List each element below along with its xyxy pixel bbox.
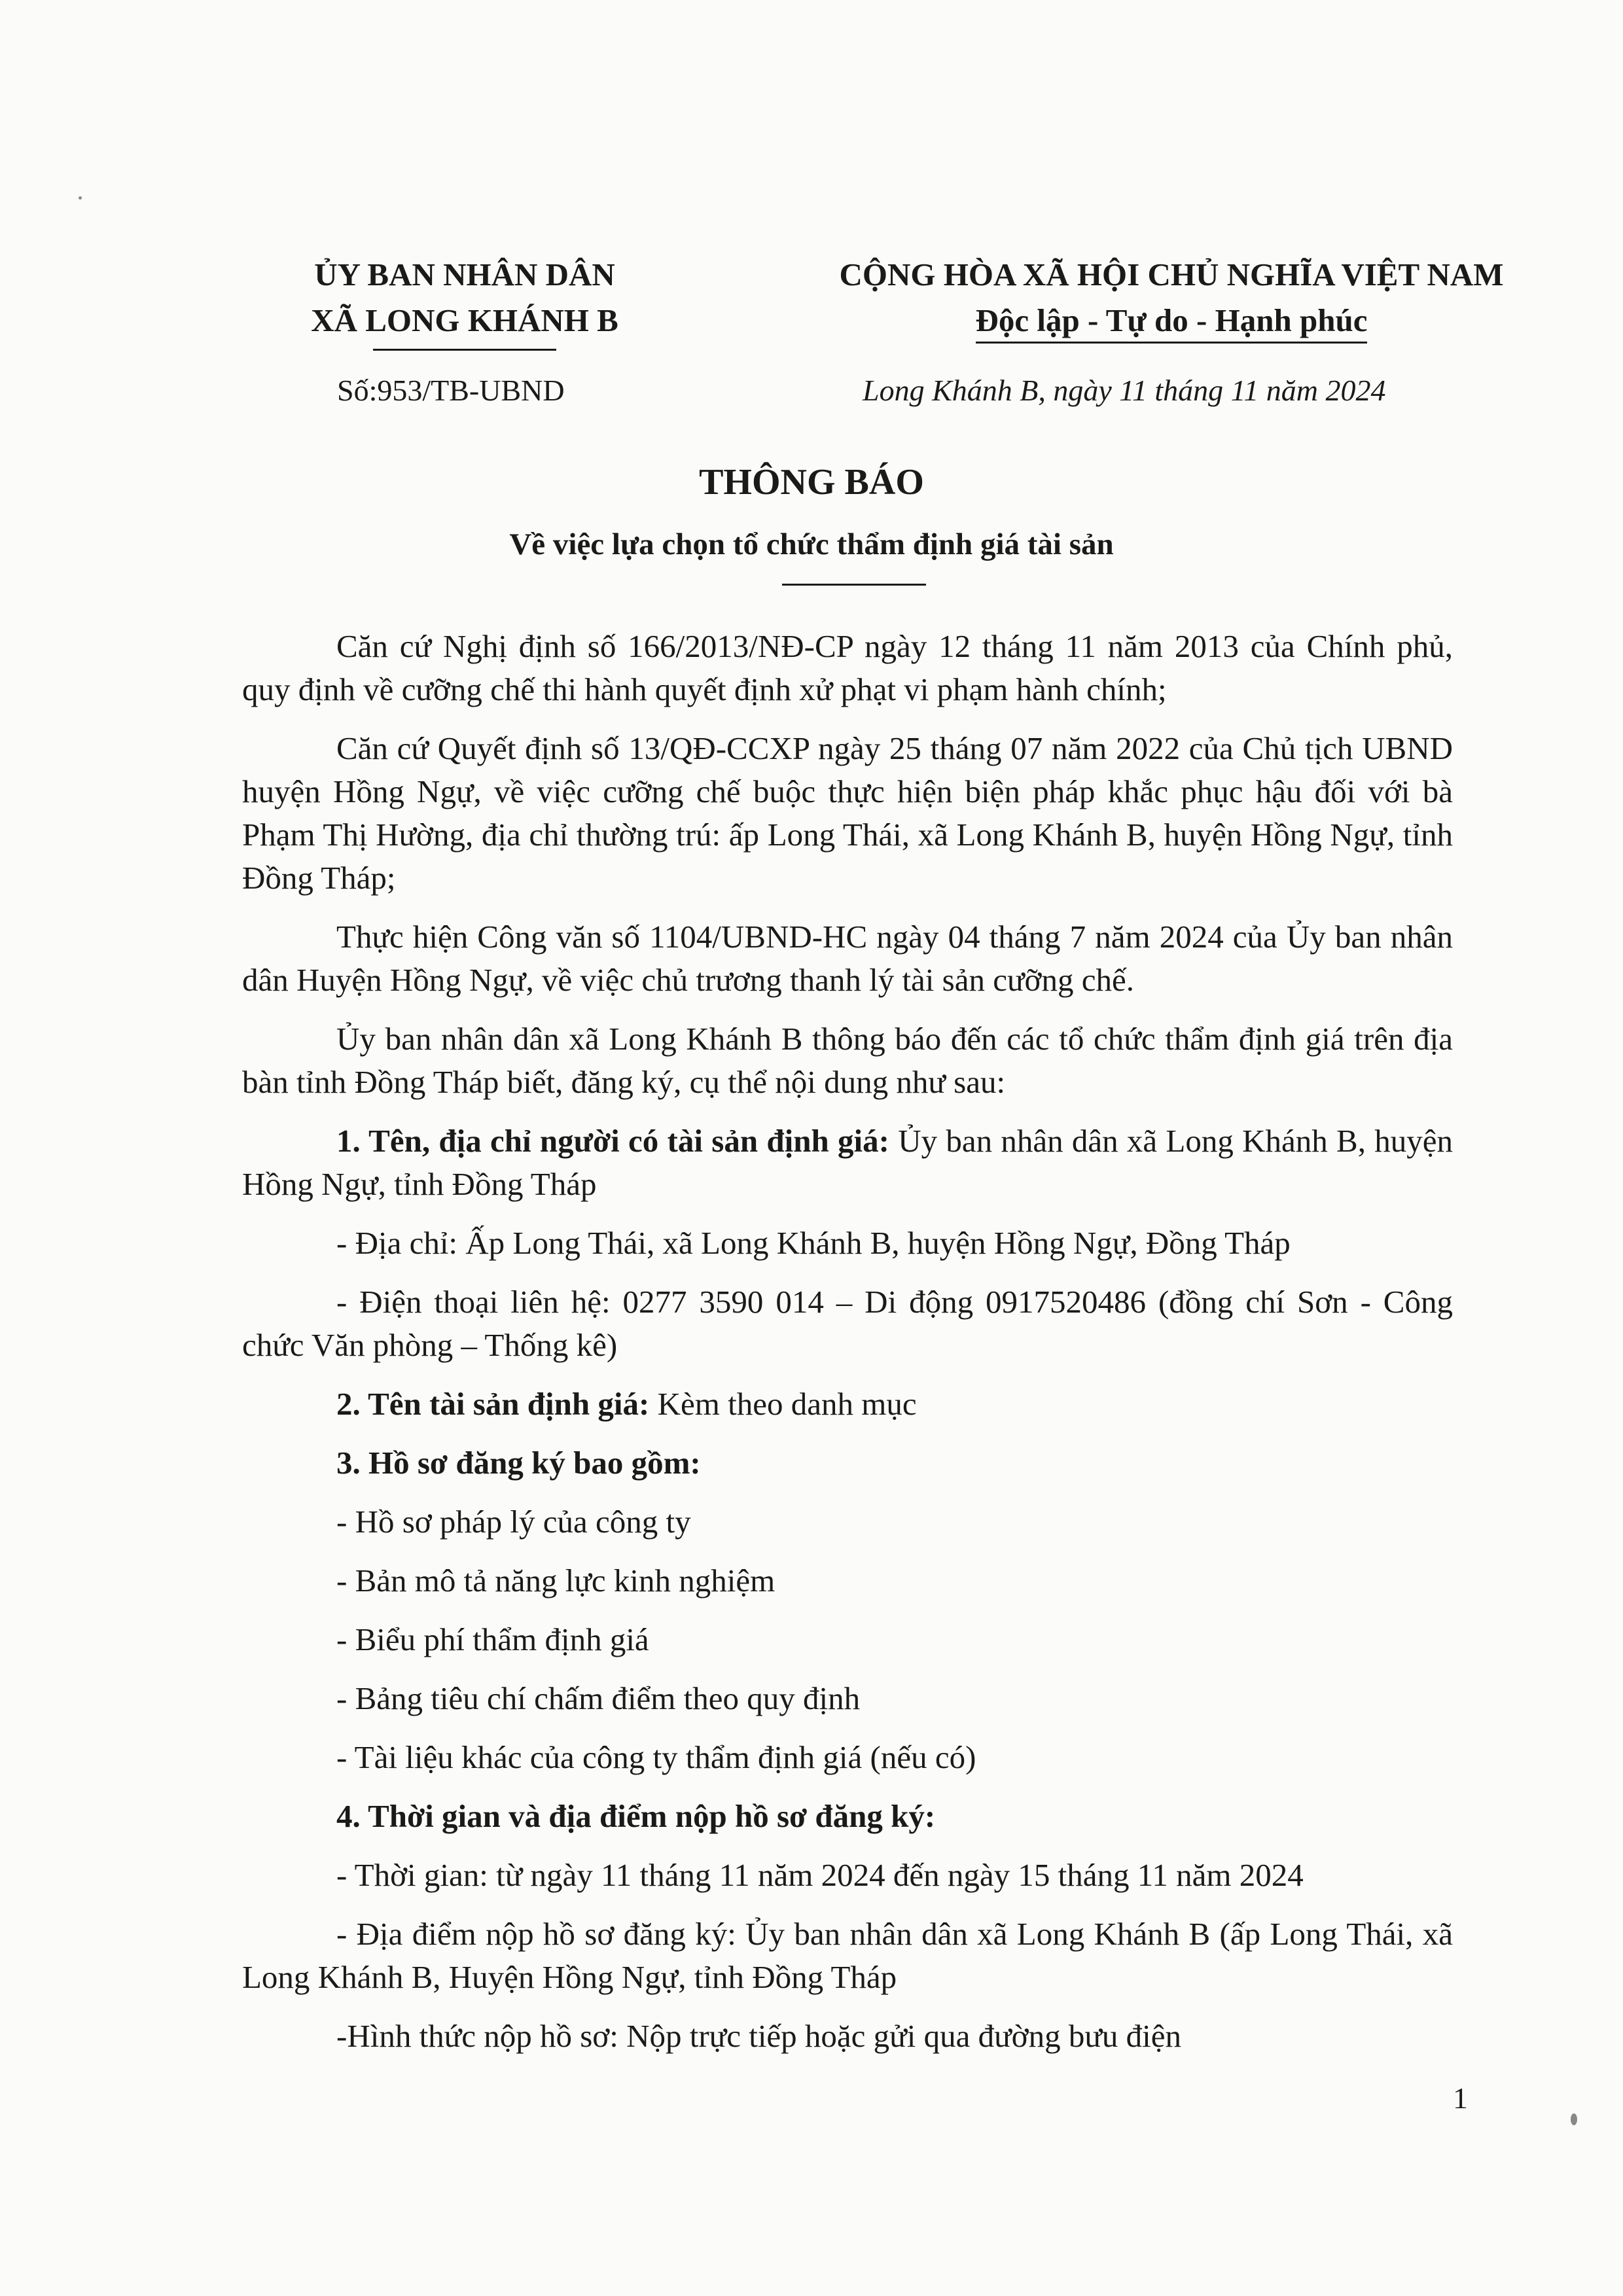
paragraph-legal-basis-1: Căn cứ Nghị định số 166/2013/NĐ-CP ngày 12 tháng 11 năm 2013 của Chính phủ, quy định về cưỡng chế thi hành quyết định xử phạt vi phạm hành chính; bbox=[242, 628, 1453, 707]
section-3-item: - Hồ sơ pháp lý của công ty bbox=[336, 1504, 691, 1540]
section-1-text: Ủy ban nhân dân xã Long Khánh B, huyện Hồng Ngự, tỉnh Đồng Tháp bbox=[242, 1123, 1453, 1202]
national-header bbox=[785, 252, 1558, 344]
section-3-heading: 3. Hồ sơ đăng ký bao gồm: bbox=[336, 1445, 701, 1481]
nation-name: CỘNG HÒA XÃ HỘI CHỦ NGHĨA VIỆT NAM bbox=[839, 256, 1504, 292]
section-4-heading: 4. Thời gian và địa điểm nộp hồ sơ đăng ký: bbox=[336, 1798, 936, 1834]
page-number: 1 bbox=[1453, 2081, 1468, 2115]
document-title: THÔNG BÁO bbox=[699, 462, 924, 503]
section-3-item: - Biểu phí thẩm định giá bbox=[336, 1621, 649, 1657]
paragraph-legal-basis-2: Căn cứ Quyết định số 13/QĐ-CCXP ngày 25 tháng 07 năm 2022 của Chủ tịch UBND huyện Hồng Ngự, về việc cưỡng chế buộc thực hiện biện pháp khắc phục hậu đối với bà Phạm Thị Hường, địa chỉ thường trú: ấp Long Thái, xã Long Khánh B, huyện Hồng Ngự, tỉnh Đồng Tháp; bbox=[242, 730, 1453, 896]
section-3-item: - Bảng tiêu chí chấm điểm theo quy định bbox=[336, 1680, 861, 1716]
section-2-text: Kèm theo danh mục bbox=[649, 1386, 917, 1422]
section-2-heading: 2. Tên tài sản định giá: bbox=[336, 1386, 650, 1422]
org-line-1: ỦY BAN NHÂN DÂN bbox=[314, 256, 615, 292]
paragraph-legal-basis-3: Thực hiện Công văn số 1104/UBND-HC ngày 04 tháng 7 năm 2024 của Ủy ban nhân dân Huyện Hồng Ngự, về việc chủ trương thanh lý tài sản cưỡng chế. bbox=[242, 919, 1453, 998]
scan-speck bbox=[79, 196, 82, 200]
section-4-form: -Hình thức nộp hồ sơ: Nộp trực tiếp hoặc gửi qua đường bưu điện bbox=[336, 2018, 1181, 2054]
scan-speck bbox=[1571, 2113, 1577, 2125]
document-date: Long Khánh B, ngày 11 tháng 11 năm 2024 bbox=[863, 374, 1386, 407]
section-1 bbox=[242, 1120, 1453, 1206]
paragraph-announcement: Ủy ban nhân dân xã Long Khánh B thông báo đến các tổ chức thẩm định giá trên địa bàn tỉnh Đồng Tháp biết, đăng ký, cụ thể nội dung như sau: bbox=[242, 1021, 1453, 1100]
section-1-phone: - Điện thoại liên hệ: 0277 3590 014 – Di động 0917520486 (đồng chí Sơn - Công chức Văn phòng – Thống kê) bbox=[242, 1284, 1453, 1363]
document-subtitle: Về việc lựa chọn tổ chức thẩm định giá tài sản bbox=[509, 527, 1114, 561]
section-4-time: - Thời gian: từ ngày 11 tháng 11 năm 2024 đến ngày 15 tháng 11 năm 2024 bbox=[336, 1857, 1304, 1893]
org-line-2: XÃ LONG KHÁNH B bbox=[311, 302, 618, 338]
section-2 bbox=[242, 1383, 1453, 1426]
section-3-item: - Tài liệu khác của công ty thẩm định giá (nếu có) bbox=[336, 1739, 976, 1775]
subtitle-underline bbox=[782, 584, 926, 586]
section-1-address: - Địa chỉ: Ấp Long Thái, xã Long Khánh B, huyện Hồng Ngự, Đồng Tháp bbox=[336, 1225, 1291, 1261]
document-body bbox=[242, 625, 1453, 2074]
national-motto: Độc lập - Tự do - Hạnh phúc bbox=[976, 301, 1368, 344]
document-number: Số:953/TB-UBND bbox=[337, 374, 565, 407]
section-3-item: - Bản mô tả năng lực kinh nghiệm bbox=[336, 1563, 776, 1598]
org-underline bbox=[373, 349, 556, 351]
section-1-heading: 1. Tên, địa chỉ người có tài sản định giá: bbox=[336, 1123, 889, 1159]
section-4-place: - Địa điểm nộp hồ sơ đăng ký: Ủy ban nhân dân xã Long Khánh B (ấp Long Thái, xã Long Khánh B, Huyện Hồng Ngự, tỉnh Đồng Tháp bbox=[242, 1916, 1453, 1995]
issuing-authority bbox=[236, 252, 694, 351]
